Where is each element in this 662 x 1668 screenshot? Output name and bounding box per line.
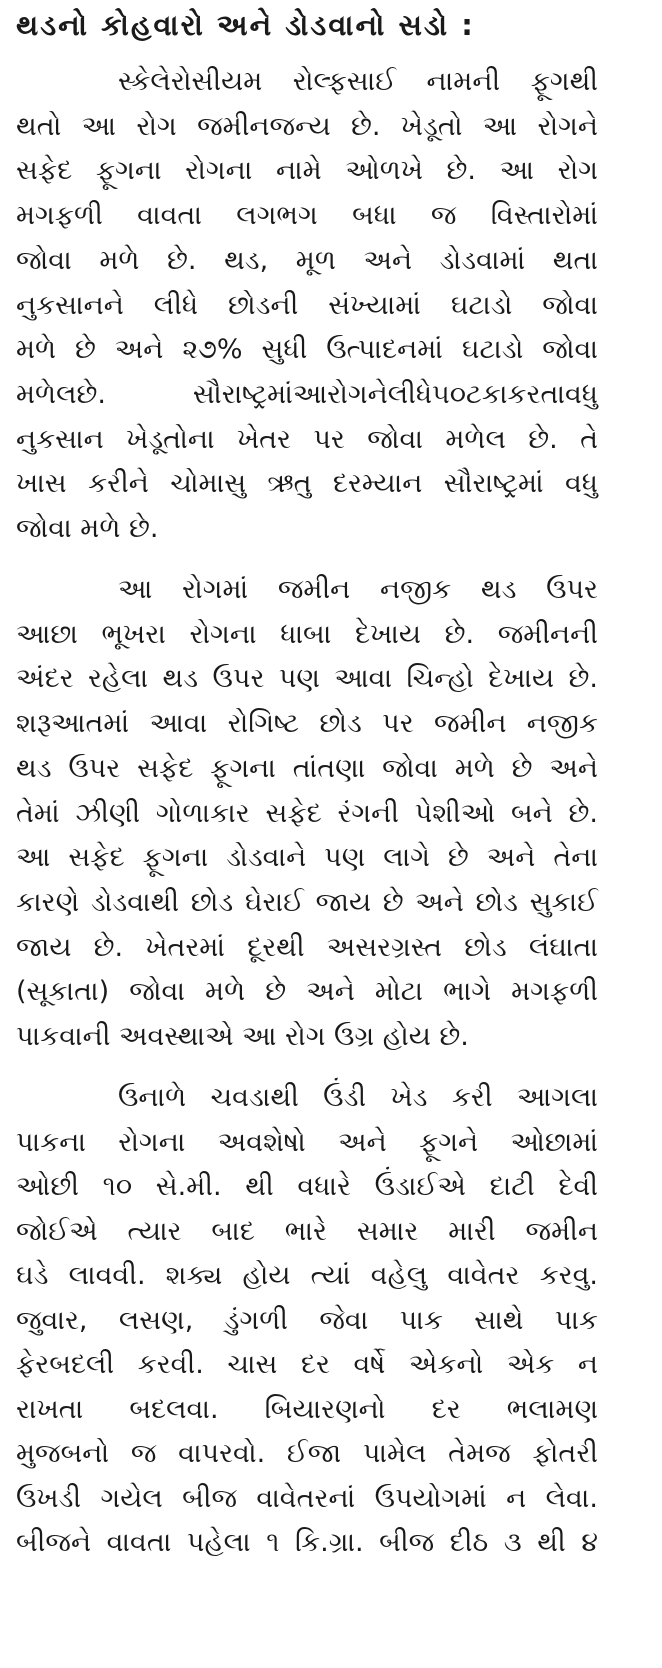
- text-line: બીજને વાવતા પહેલા ૧ કિ.ગ્રા. બીજ દીઠ ૩ થી ૪: [16, 1527, 598, 1558]
- text-line: જોવા મળે છે.: [16, 513, 159, 544]
- text-line: પાકના રોગના અવશેષો અને ફૂગને ઓછામાં: [16, 1126, 598, 1158]
- text-line: જોવા મળે છે. થડ, મૂળ અને ડોડવામાં થતા: [16, 244, 598, 276]
- text-line: મળે છે અને ૨૭% સુધી ઉત્પાદનમાં ઘટાડો જોવા: [16, 334, 598, 366]
- section-heading: થડનો કોહવારો અને ડોડવાનો સડો :: [16, 8, 475, 42]
- text-line: તેમાં ઝીણી ગોળાકાર સફેદ રંગની પેશીઓ બને છે.: [16, 797, 598, 829]
- text-line: મગફળી વાવતા લગભગ બધા જ વિસ્તારોમાં: [16, 200, 598, 232]
- text-line: પાકવાની અવસ્થાએ આ રોગ ઉગ્ર હોય છે.: [16, 1021, 469, 1052]
- text-line: સ્કેલેરોસીયમ રોલ્ફસાઈ નામની ફૂગથી: [118, 66, 598, 97]
- text-line: કારણે ડોડવાથી છોડ ઘેરાઈ જાય છે અને છોડ સુકાઈ: [16, 886, 598, 918]
- text-line: ફેરબદલી કરવી. ચાસ દર વર્ષે એકનો એક ન: [16, 1349, 598, 1380]
- text-line: મુજબનો જ વાપરવો. ઈજા પામેલ તેમજ ફોતરી: [16, 1438, 598, 1469]
- text-line: શરૂઆતમાં આવા રોગિષ્ટ છોડ પર જમીન નજીક: [16, 708, 598, 740]
- text-line: ઉખડી ગયેલ બીજ વાવેતરનાં ઉપયોગમાં ન લેવા.: [16, 1482, 598, 1514]
- text-line: આ રોગમાં જમીન નજીક થડ ઉપર: [118, 574, 598, 605]
- text-line: થતો આ રોગ જમીનજન્ય છે. ખેડૂતો આ રોગને: [16, 110, 598, 142]
- text-line: થડ ઉપર સફેદ ફૂગના તાંતણા જોવા મળે છે અને: [16, 752, 598, 784]
- text-line: ઓછી ૧૦ સે.મી. થી વધારે ઉંડાઈએ દાટી દેવી: [16, 1171, 598, 1202]
- text-line: ઘડે લાવવી. શક્ય હોય ત્યાં વહેલુ વાવેતર કરવુ.: [16, 1260, 598, 1291]
- text-line: નુકસાનને લીધે છોડની સંખ્યામાં ઘટાડો જોવા: [16, 289, 598, 321]
- text-line: (સૂકાતા) જોવા મળે છે અને મોટા ભાગે મગફળી: [16, 976, 598, 1008]
- text-line: જાય છે. ખેતરમાં દૂરથી અસરગ્રસ્ત છોડ લંઘાતા: [16, 931, 598, 963]
- text-line: જોઈએ ત્યાર બાદ ભારે સમાર મારી જમીન: [16, 1215, 598, 1247]
- text-line: ઉનાળે ચવડાથી ઉંડી ખેડ કરી આગલા: [118, 1082, 598, 1113]
- text-line: જુવાર, લસણ, ડુંગળી જેવા પાક સાથે પાક: [16, 1304, 598, 1336]
- text-line: મળેલછે. સૌરાષ્ટ્રમાંઆરોગનેલીધે૫૦ટકાકરતાવધુ: [16, 378, 598, 410]
- text-line: આ સફેદ ફૂગના ડોડવાને પણ લાગે છે અને તેના: [16, 842, 598, 874]
- text-line: ખાસ કરીને ચોમાસુ ઋતુ દરમ્યાન સૌરાષ્ટ્રમાં વધુ: [16, 468, 598, 500]
- text-line: રાખતા બદલવા. બિયારણનો દર ભલામણ: [16, 1393, 598, 1425]
- text-line: અંદર રહેલા થડ ઉપર પણ આવા ચિન્હો દેખાય છે.: [16, 663, 598, 695]
- text-line: નુકસાન ખેડૂતોના ખેતર પર જોવા મળેલ છે. તે: [16, 423, 598, 455]
- text-line: સફેદ ફૂગના રોગના નામે ઓળખે છે. આ રોગ: [16, 155, 598, 187]
- text-line: આછા ભૂખરા રોગના ધાબા દેખાય છે. જમીનની: [16, 618, 598, 650]
